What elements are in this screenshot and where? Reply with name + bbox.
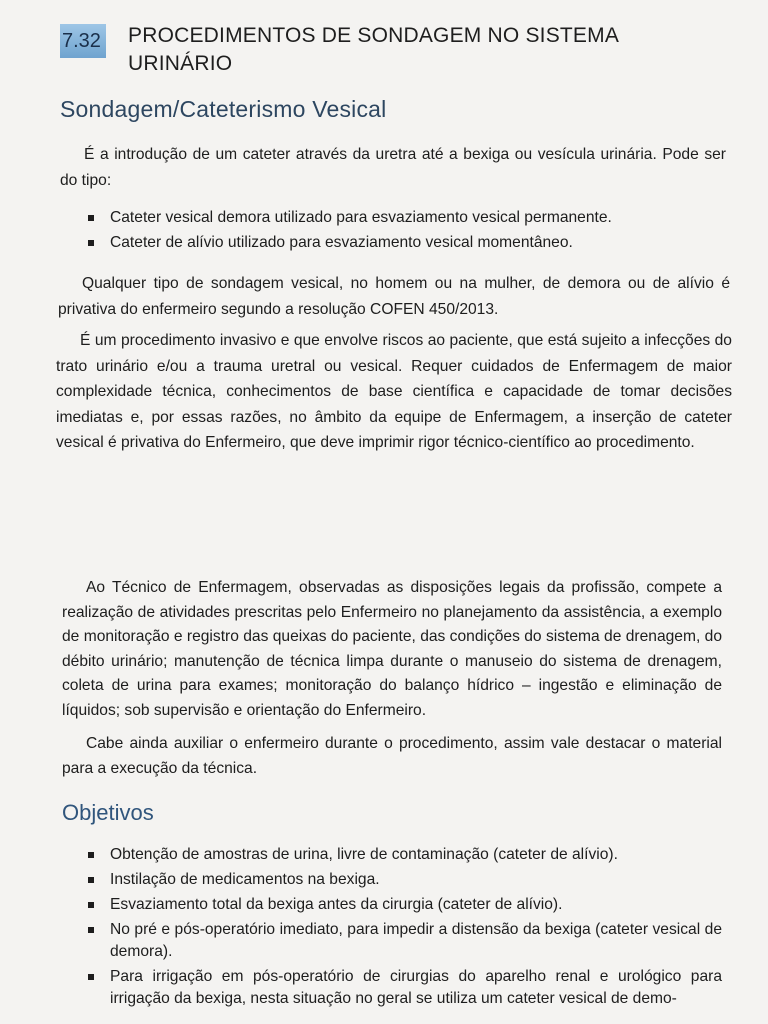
list-item: Cateter de alívio utilizado para esvaziamento vesical momentâneo. xyxy=(86,230,726,255)
bullet-icon xyxy=(88,877,94,883)
bullet-icon xyxy=(88,852,94,858)
intro-text: É a introdução de um cateter através da uretra até a bexiga ou vesícula urinária. Pode ser do tipo: xyxy=(60,146,726,189)
list-item: Instilação de medicamentos na bexiga. xyxy=(86,869,722,891)
list-item: Obtenção de amostras de urina, livre de contaminação (cateter de alívio). xyxy=(86,844,722,866)
objectives-list xyxy=(86,844,722,1013)
list-item: Para irrigação em pós-operatório de cirurgias do aparelho renal e urológico para irrigação da bexiga, nesta situação no geral se utiliza um cateter vesical de demo- xyxy=(86,966,722,1010)
section-number: 7.32 xyxy=(60,24,106,58)
bullet-icon xyxy=(88,974,94,980)
intro-paragraph xyxy=(60,142,726,193)
paragraph-assist: Cabe ainda auxiliar o enfermeiro durante o procedimento, assim vale destacar o material para a execução da técnica. xyxy=(62,735,722,777)
types-list xyxy=(86,205,726,256)
bullet-icon xyxy=(88,215,94,221)
list-item: Esvaziamento total da bexiga antes da cirurgia (cateter de alívio). xyxy=(86,894,722,916)
objectives-heading: Objetivos xyxy=(62,800,154,825)
section-title: PROCEDIMENTOS DE SONDAGEM NO SISTEMA URINÁRIO xyxy=(128,24,618,75)
list-item: No pré e pós-operatório imediato, para impedir a distensão da bexiga (cateter vesical de demora). xyxy=(86,919,722,963)
paragraph-cofen: Qualquer tipo de sondagem vesical, no homem ou na mulher, de demora ou de alívio é privativa do enfermeiro segundo a resolução COFEN 450/2013. xyxy=(58,275,730,318)
list-item: Cateter vesical demora utilizado para esvaziamento vesical permanente. xyxy=(86,205,726,230)
paragraph-procedure: É um procedimento invasivo e que envolve riscos ao paciente, que está sujeito a infecções do trato urinário e/ou a trauma uretral ou vesical. Requer cuidados de Enfermagem de maior complexidade técnica, conhecimentos de base científica e capacidade de tomar decisões imediatas e, por essas razões, no âmbito da equipe de Enfermagem, a inserção de cateter vesical é privativa do Enfermeiro, que deve imprimir rigor técnico-científico ao procedimento. xyxy=(56,332,732,452)
paragraph-technician: Ao Técnico de Enfermagem, observadas as disposições legais da profissão, compete a realização de atividades prescritas pelo Enfermeiro no planejamento da assistência, a exemplo de monitoração e registro das queixas do paciente, das condições do sistema de drenagem, do débito urinário; manutenção de técnica limpa durante o manuseio do sistema de drenagem, coleta de urina para exames; monitoração do balanço hídrico – ingestão e eliminação de líquidos; sob supervisão e orientação do Enfermeiro. xyxy=(62,579,722,719)
subheading: Sondagem/Cateterismo Vesical xyxy=(60,96,387,122)
bullet-icon xyxy=(88,927,94,933)
bullet-icon xyxy=(88,902,94,908)
bullet-icon xyxy=(88,240,94,246)
